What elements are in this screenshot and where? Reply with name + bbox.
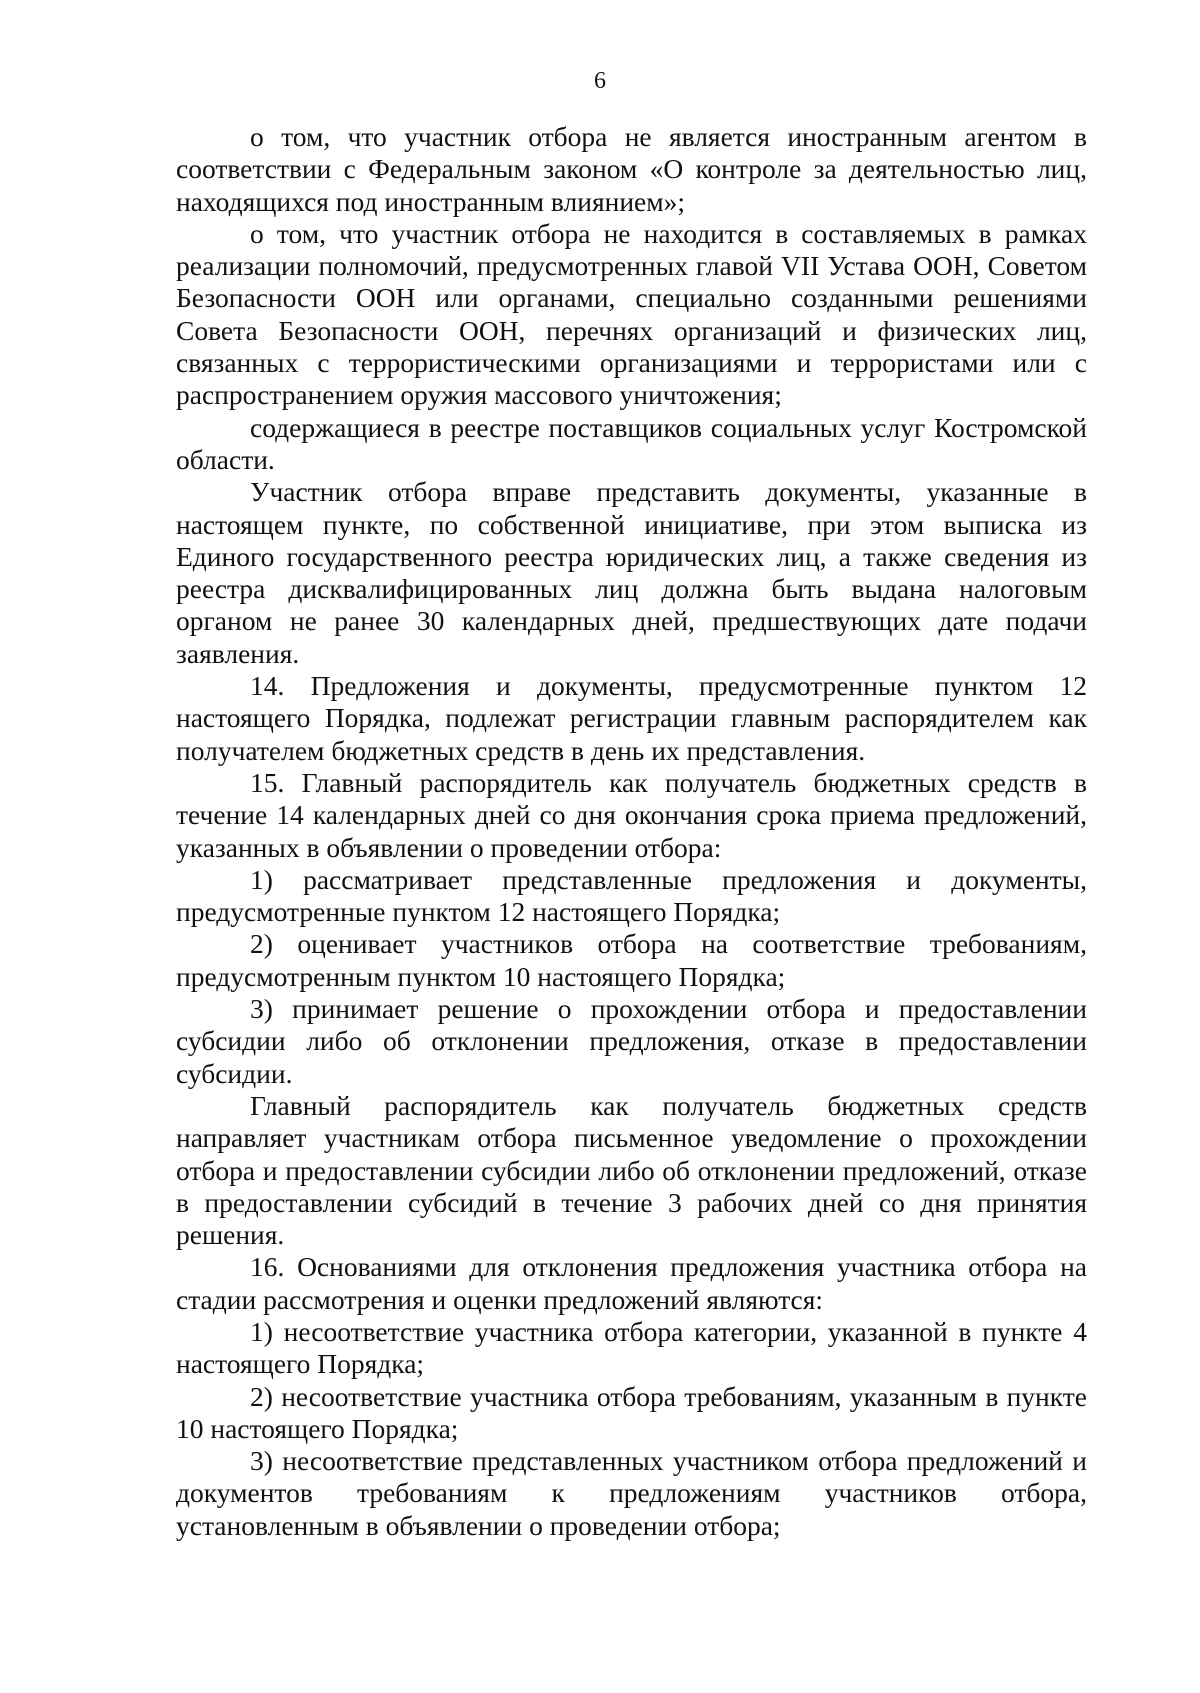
paragraph-foreign-agent: о том, что участник отбора не является иностранным агентом в соответствии с Федеральным законом «О контроле за деятельностью лиц, находящихся под иностранным влиянием»; bbox=[176, 121, 1087, 217]
paragraph-un-sanctions: о том, что участник отбора не находится в составляемых в рамках реализации полномочий, предусмотренных главой VII Устава ООН, Советом Безопасности ООН или органами, специально созданными решениями Совета Безопасности ООН, перечнях организаций и физических лиц, связанных с террористическими организациями и террористами или с распространением оружия массового уничтожения; bbox=[176, 217, 1087, 411]
paragraph-item-15-sub-1: 1) рассматривает представленные предложения и документы, предусмотренные пунктом 12 настоящего Порядка; bbox=[176, 863, 1087, 928]
paragraph-item-14: 14. Предложения и документы, предусмотренные пунктом 12 настоящего Порядка, подлежат регистрации главным распорядителем как получателем бюджетных средств в день их представления. bbox=[176, 670, 1087, 766]
paragraph-item-15-sub-3: 3) принимает решение о прохождении отбора и предоставлении субсидии либо об отклонении предложения, отказе в предоставлении субсидии. bbox=[176, 993, 1087, 1089]
paragraph-own-initiative-documents: Участник отбора вправе представить документы, указанные в настоящем пункте, по собственной инициативе, при этом выписка из Единого государственного реестра юридических лиц, а также сведения из реестра дисквалифицированных лиц должна быть выдана налоговым органом не ранее 30 календарных дней, предшествующих дате подачи заявления. bbox=[176, 476, 1087, 669]
paragraph-item-16-sub-1: 1) несоответствие участника отбора категории, указанной в пункте 4 настоящего Порядка; bbox=[176, 1315, 1087, 1380]
paragraph-notification: Главный распорядитель как получатель бюджетных средств направляет участникам отбора письменное уведомление о прохождении отбора и предоставлении субсидии либо об отклонении предложений, отказе в предоставлении субсидий в течение 3 рабочих дней со дня принятия решения. bbox=[176, 1089, 1087, 1251]
paragraph-item-16-sub-3: 3) несоответствие представленных участником отбора предложений и документов требованиям к предложениям участников отбора, установленным в объявлении о проведении отбора; bbox=[176, 1445, 1087, 1541]
paragraph-item-15-sub-2: 2) оценивает участников отбора на соответствие требованиям, предусмотренным пунктом 10 настоящего Порядка; bbox=[176, 928, 1087, 992]
paragraph-item-15: 15. Главный распорядитель как получатель бюджетных средств в течение 14 календарных дней со дня окончания срока приема предложений, указанных в объявлении о проведении отбора: bbox=[176, 766, 1087, 863]
paragraph-item-16: 16. Основаниями для отклонения предложения участника отбора на стадии рассмотрения и оценки предложений являются: bbox=[176, 1251, 1087, 1315]
paragraph-social-services-registry: содержащиеся в реестре поставщиков социальных услуг Костромской области. bbox=[176, 411, 1087, 475]
document-body bbox=[176, 121, 1087, 1542]
page-number: 6 bbox=[594, 68, 606, 94]
paragraph-item-16-sub-2: 2) несоответствие участника отбора требованиям, указанным в пункте 10 настоящего Порядка; bbox=[176, 1380, 1087, 1444]
